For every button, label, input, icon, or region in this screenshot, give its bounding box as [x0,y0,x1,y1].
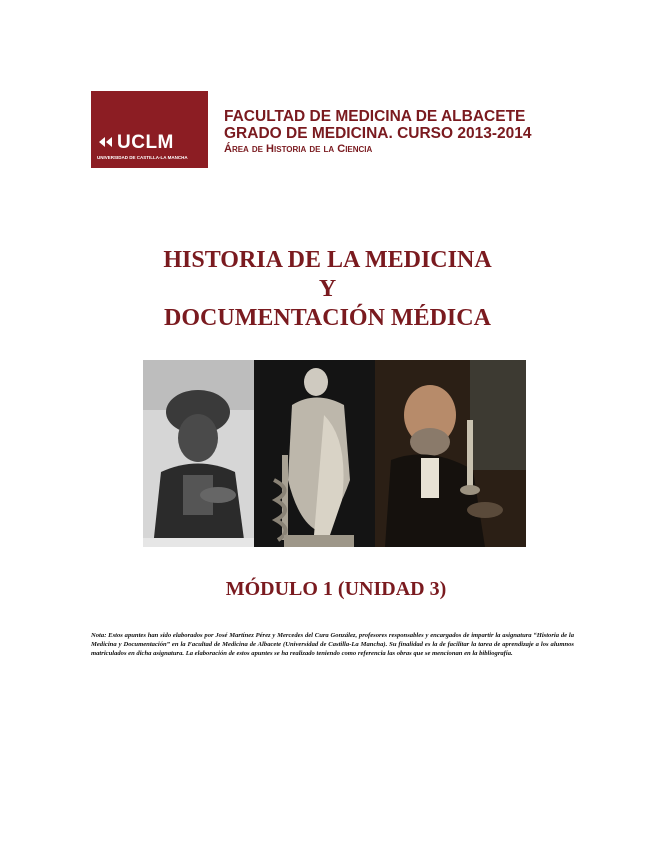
pasteur-painting-photo [375,360,526,547]
logo-subtitle: UNIVERSIDAD DE CASTILLA-LA MANCHA [97,155,188,160]
degree-course: GRADO DE MEDICINA. CURSO 2013-2014 [224,125,532,142]
cover-photos [143,360,526,547]
title-line-2: Y [318,276,337,302]
faculty-name: FACULTAD DE MEDICINA DE ALBACETE [224,108,526,125]
shaman-photo [143,360,254,547]
faculty-header [224,108,532,157]
logo-name: UCLM [117,132,174,153]
title-line-1: HISTORIA DE LA MEDICINA [163,247,492,273]
module-heading: MÓDULO 1 (UNIDAD 3) [225,578,447,600]
title-line-3: DOCUMENTACIÓN MÉDICA [164,305,491,331]
asclepius-statue-photo [254,360,375,547]
authors-note: Nota: Estos apuntes han sido elaborados por José Martínez Pérez y Mercedes del Cura González, profesores responsables y encargados de impartir la asignatura “Historia de la Medicina y Documentación” en la Facultad de Medicina de Albacete (Universidad de Castilla-La Mancha). Su finalidad es la de facilitar la tarea de aprendizaje a los alumnos matriculados en dicha asignatura. La elaboración de estos apuntes se ha realizado teniendo como referencia las obras que se mencionan en la bibliografía. [91,632,574,657]
uclm-logo [91,91,208,168]
department-area: Área de Historia de la Ciencia [224,143,373,155]
document-title [0,246,655,333]
